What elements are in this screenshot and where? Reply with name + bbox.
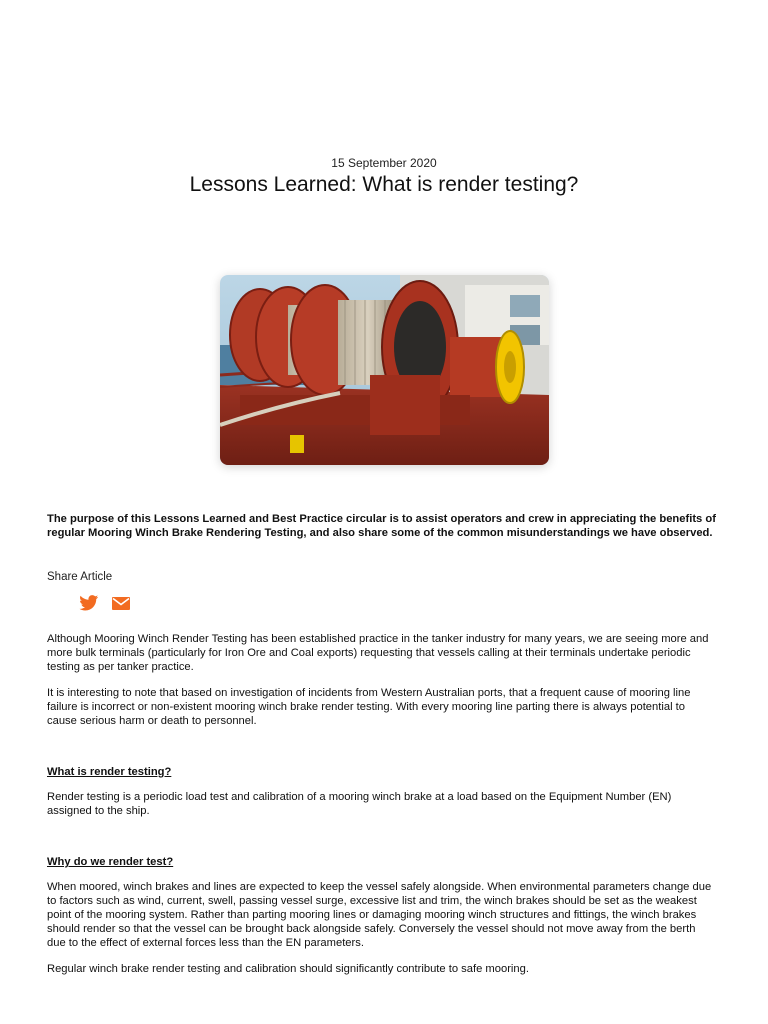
paragraph-2: It is interesting to note that based on investigation of incidents from Western Australian ports, that a frequent cause of mooring line failure is incorrect or non-existent mooring winch brake render testing. With every mooring line parting there is always potential to cause serious harm or death to personnel. <box>47 687 691 727</box>
twitter-icon[interactable] <box>79 595 99 616</box>
section-heading-what: What is render testing? <box>47 766 172 778</box>
article-hero-image <box>220 275 549 465</box>
article-date: 15 September 2020 <box>331 156 437 170</box>
paragraph-3: Render testing is a periodic load test and calibration of a mooring winch brake at a load based on the Equipment Number (EN) assigned to the ship. <box>47 791 672 817</box>
paragraph-1: Although Mooring Winch Render Testing has been established practice in the tanker industry for many years, we are seeing more and more bulk terminals (particularly for Iron Ore and Coal exports) requesting that vessels calling at their terminals undertake periodic testing as per tanker practice. <box>47 633 709 673</box>
mooring-winch-photo <box>220 275 549 465</box>
share-article-label: Share Article <box>47 571 113 583</box>
article-intro: The purpose of this Lessons Learned and Best Practice circular is to assist operators and crew in appreciating the benefits of regular Mooring Winch Brake Rendering Testing, and also share some of the common misunderstandings we have observed. <box>47 513 716 539</box>
section-heading-why: Why do we render test? <box>47 856 174 868</box>
email-icon[interactable] <box>112 597 130 615</box>
share-icons <box>79 595 130 616</box>
paragraph-5: Regular winch brake render testing and calibration should significantly contribute to safe mooring. <box>47 963 529 975</box>
paragraph-4: When moored, winch brakes and lines are expected to keep the vessel safely alongside. When environmental parameters change due to factors such as wind, current, swell, passing vessel surge, excessive list and trim, the winch brakes should be set as the weakest point of the mooring system. Rather than parting mooring lines or damaging mooring winch structures and fittings, the winch brakes should render so that the vessel can be brought back alongside safely. Conversely the vessel should not move away from the berth due to the effect of external forces less than the EN parameters. <box>47 881 712 949</box>
page-title: Lessons Learned: What is render testing? <box>189 173 579 196</box>
